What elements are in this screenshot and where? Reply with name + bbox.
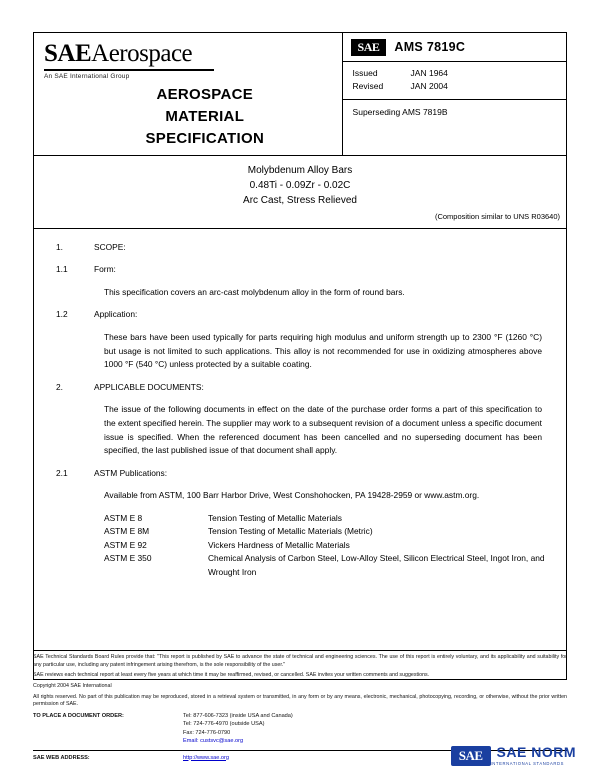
footer-rights: All rights reserved. No part of this publication may be reproduced, stored in a retrieval system or transmitted, in any form or by any means, electronic, mechanical, photocopying, recording, or otherwise, without the prior written permission of SAE. [33,693,567,708]
sae-badge-icon: SAE [351,39,387,56]
footer-order-info [183,712,293,746]
footer-disclaimer-1: SAE Technical Standards Board Rules provide that: "This report is published by SAE to advance the state of technical and engineering sciences. The use of this report is entirely voluntary, and its applicability and suitability for any particular use, including any patent infringement arising therefrom, is the sole responsibility of the user." [33,654,567,668]
specification-title-band [34,156,566,228]
footer-web-label: SAE WEB ADDRESS: [33,754,90,761]
document-number-row [343,33,566,62]
astm-doc-number: ASTM E 8 [104,513,143,524]
revised-line [353,80,558,93]
table-row [104,539,552,552]
section-1-1-title: Form: [94,264,116,275]
section-2-1-text: Available from ASTM, 100 Barr Harbor Drive, West Conshohocken, PA 19428-2959 or www.astm.org. [104,490,480,501]
sae-norm-stamp [451,745,576,766]
document-type-title [44,84,336,149]
sae-logo-aerospace: Aerospace [91,40,193,67]
section-1-title: SCOPE: [94,241,126,252]
header-left [34,33,343,155]
astm-publications-table [104,512,552,579]
stamp-sae-badge-icon: SAE [451,746,491,766]
order-tel-outside: Tel: 724-776-4970 (outside USA) [183,721,265,728]
table-row [104,552,552,579]
astm-doc-title: Vickers Hardness of Metallic Materials [208,539,350,550]
astm-doc-number: ASTM E 350 [104,553,152,564]
astm-doc-number: ASTM E 8M [104,526,150,537]
document-header [34,33,566,156]
table-row [104,512,552,525]
document-body [34,229,566,679]
stamp-title: SAE NORM [496,744,576,760]
astm-doc-number: ASTM E 92 [104,539,147,550]
section-1-2-text: These bars have been used typically for parts requiring high modulus and uniform strength up to 2300 °F (1260 °C) but usage is not limited to such applications. This alloy is not recommended for use in oxidizing atmospheres above 1000 °F (540 °C) unless protected by a suitable coating. [104,331,542,370]
footer-web-url[interactable]: http://www.sae.org [183,754,230,761]
title-line-3: SPECIFICATION [145,129,265,147]
section-1-number: 1. [56,241,63,252]
logo-divider [44,69,214,71]
stamp-text-group [491,745,576,766]
section-1-heading [48,241,552,255]
section-2-1-heading [48,467,552,481]
document-number: AMS 7819C [394,40,466,54]
sae-logo-subtitle: An SAE International Group [44,73,130,80]
section-2-heading [48,381,552,395]
spec-line-3: Arc Cast, Stress Relieved [243,195,357,207]
superseding-note: Superseding AMS 7819B [352,107,448,118]
section-1-2-title: Application: [94,309,138,320]
section-1-1-text: This specification covers an arc-cast molybdenum alloy in the form of round bars. [104,286,405,297]
order-fax: Fax: 724-776-0790 [183,729,231,736]
title-line-1: AEROSPACE [156,86,254,103]
astm-doc-title: Tension Testing of Metallic Materials (Metric) [208,526,373,537]
spec-line-2: 0.48Ti - 0.09Zr - 0.02C [249,180,351,192]
spec-line-1: Molybdenum Alloy Bars [247,165,353,177]
sae-logo [44,41,336,66]
section-2-text: The issue of the following documents in effect on the date of the purchase order forms a part of this specification to the extent specified herein. The supplier may work to a subsequent revision of a document unless a specific document issue is specified. When the referenced document has been cancelled and no superseding document has been specified, the last published issue of that document shall apply. [104,404,542,456]
astm-doc-title: Tension Testing of Metallic Materials [208,513,342,524]
header-right [343,33,566,155]
section-1-2-number: 1.2 [56,309,68,320]
footer-divider [33,650,567,651]
section-1-1-number: 1.1 [56,264,68,275]
order-tel-inside: Tel: 877-606-7323 (inside USA and Canada) [183,713,293,720]
date-block [343,62,566,100]
section-2-number: 2. [56,381,63,392]
title-line-2: MATERIAL [165,107,245,125]
footer-order-block [33,712,567,746]
footer-copyright: Copyright 2004 SAE International [33,683,112,690]
issued-value: JAN 1964 [410,68,448,78]
footer-disclaimer-2: SAE reviews each technical report at least every five years at which time it may be reaffirmed, revised, or cancelled. SAE invites your written comments and suggestions. [33,672,430,679]
document-frame [33,32,567,680]
stamp-subtitle: INTERNATIONAL STANDARDS [490,761,565,766]
composition-note: (Composition similar to UNS R03640) [434,212,560,222]
table-row [104,525,552,538]
sae-logo-main: SAE [44,40,92,67]
section-2-title: APPLICABLE DOCUMENTS: [94,381,204,392]
footer-order-label: TO PLACE A DOCUMENT ORDER: [33,713,124,720]
section-2-1-title: ASTM Publications: [94,467,168,478]
issued-label: Issued [352,68,378,78]
section-2-1-number: 2.1 [56,467,68,478]
section-1-1-heading [48,263,552,277]
section-1-2-heading [48,308,552,322]
order-email[interactable]: Email: custsvc@sae.org [183,738,244,745]
astm-doc-title: Chemical Analysis of Carbon Steel, Low-Alloy Steel, Silicon Electrical Steel, Ingot Iron, and Wrought Iron [208,553,545,577]
issued-line [353,67,558,80]
revised-value: JAN 2004 [410,81,448,92]
revised-label: Revised [352,81,384,92]
